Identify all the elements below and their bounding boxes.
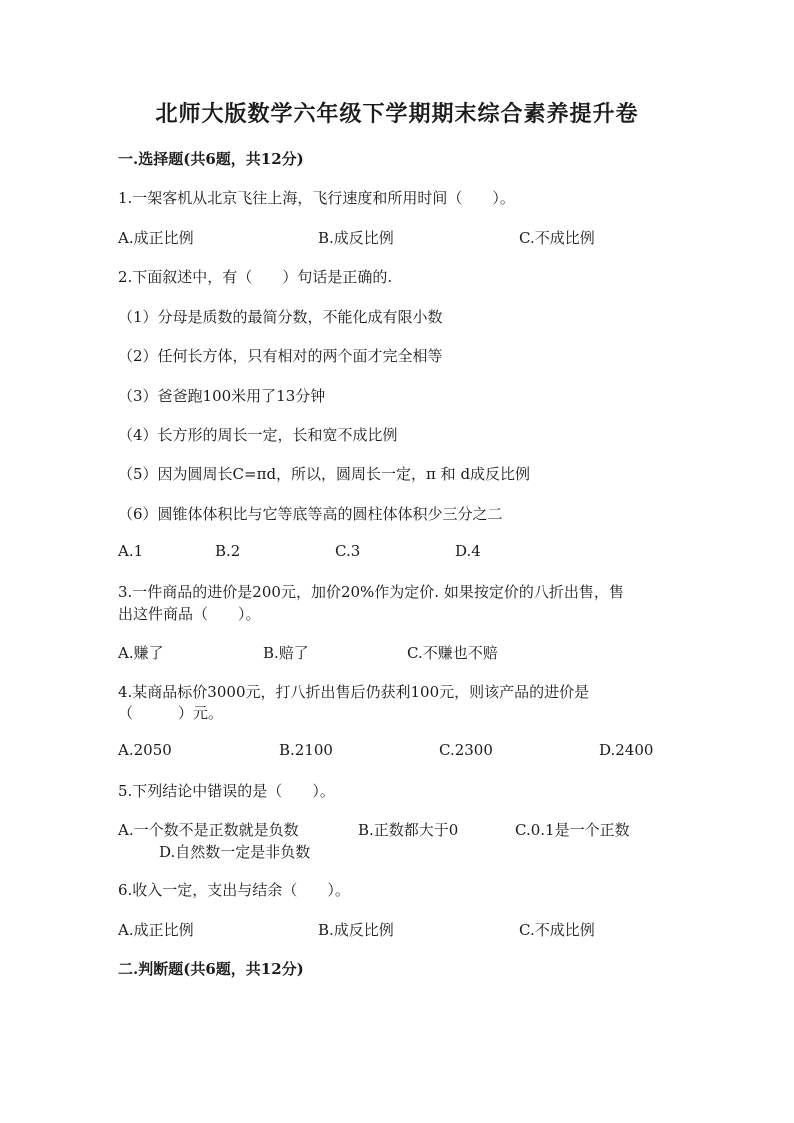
question-2-option-d: D.4 bbox=[455, 542, 481, 560]
question-1-stem: 1.一架客机从北京飞往上海，飞行速度和所用时间（ ）。 bbox=[118, 189, 515, 207]
question-2-statement: （1）分母是质数的最简分数，不能化成有限小数 bbox=[118, 308, 443, 326]
question-5-option-b: B.正数都大于0 bbox=[358, 821, 459, 839]
question-3-stem-continued: 出这件商品（ ）。 bbox=[118, 605, 261, 623]
question-2-statement: （4）长方形的周长一定，长和宽不成比例 bbox=[118, 426, 398, 444]
page-title: 北师大版数学六年级下学期期末综合素养提升卷 bbox=[155, 101, 639, 127]
question-4-option-b: B.2100 bbox=[279, 741, 333, 759]
question-2-option-a: A.1 bbox=[118, 542, 144, 560]
question-4-stem-continued: （ ）元。 bbox=[118, 704, 224, 722]
question-6-option-c: C.不成比例 bbox=[519, 921, 595, 939]
question-6-stem: 6.收入一定，支出与结余（ ）。 bbox=[118, 881, 350, 899]
question-2-statement: （3）爸爸跑100米用了13分钟 bbox=[118, 387, 326, 405]
question-4-option-c: C.2300 bbox=[439, 741, 493, 759]
question-5-option-c: C.0.1是一个正数 bbox=[515, 821, 630, 839]
question-4-stem: 4.某商品标价3000元，打八折出售后仍获利100元，则该产品的进价是 bbox=[118, 683, 590, 701]
question-2-option-c: C.3 bbox=[335, 542, 361, 560]
question-5-option-d: D.自然数一定是非负数 bbox=[159, 843, 311, 861]
question-2-statement: （5）因为圆周长C=πd，所以，圆周长一定，π 和 d成反比例 bbox=[118, 465, 531, 483]
question-6-option-a: A.成正比例 bbox=[118, 921, 194, 939]
question-4-option-a: A.2050 bbox=[118, 741, 172, 759]
question-3-stem: 3.一件商品的进价是200元，加价20%作为定价. 如果按定价的八折出售，售 bbox=[118, 583, 624, 601]
question-3-option-a: A.赚了 bbox=[118, 644, 164, 662]
question-3-option-b: B.赔了 bbox=[263, 644, 309, 662]
question-1-option-a: A.成正比例 bbox=[118, 229, 194, 247]
question-5-stem: 5.下列结论中错误的是（ ）。 bbox=[118, 782, 335, 800]
question-2-statement: （2）任何长方体，只有相对的两个面才完全相等 bbox=[118, 347, 443, 365]
question-5-option-a: A.一个数不是正数就是负数 bbox=[118, 821, 299, 839]
question-3-option-c: C.不赚也不赔 bbox=[407, 644, 498, 662]
question-1-option-b: B.成反比例 bbox=[318, 229, 394, 247]
section-heading-choice: 一.选择题(共6题，共12分) bbox=[118, 150, 304, 168]
question-2-statement: （6）圆锥体体积比与它等底等高的圆柱体体积少三分之二 bbox=[118, 505, 503, 523]
section-heading-judgment: 二.判断题(共6题，共12分) bbox=[118, 960, 304, 978]
question-4-option-d: D.2400 bbox=[599, 741, 654, 759]
question-2-stem: 2.下面叙述中，有（ ）句话是正确的. bbox=[118, 268, 393, 286]
question-6-option-b: B.成反比例 bbox=[318, 921, 394, 939]
question-1-option-c: C.不成比例 bbox=[519, 229, 595, 247]
question-2-option-b: B.2 bbox=[215, 542, 241, 560]
